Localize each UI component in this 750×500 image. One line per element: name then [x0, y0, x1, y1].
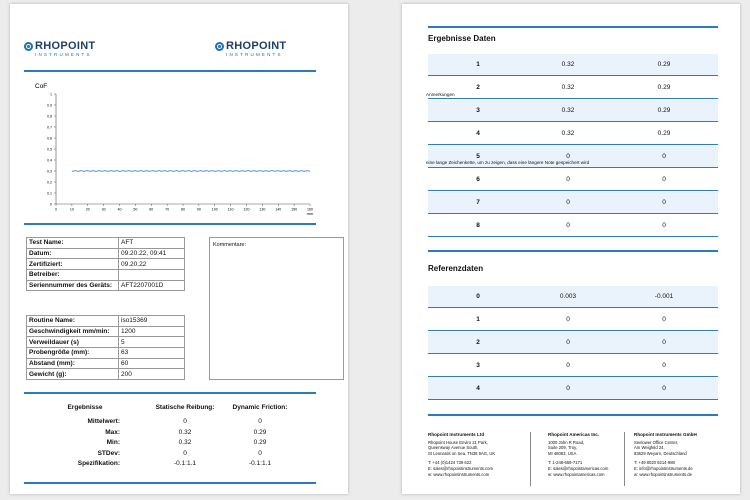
footer-address — [428, 432, 518, 477]
results-row — [30, 460, 330, 470]
y-tick-label: 0.2 — [47, 180, 52, 185]
y-tick-label: 0.4 — [47, 158, 52, 163]
row-static-value: 0.32 — [561, 84, 575, 91]
footer-line: w: www.rhopointinstruments.de — [634, 471, 692, 477]
table-row — [428, 332, 718, 354]
info-value: 63 — [119, 348, 185, 359]
comments-label: Kommentare: — [213, 242, 247, 248]
x-tick-label: 160 — [307, 207, 313, 212]
results-dynamic-value: 0 — [258, 449, 262, 457]
note-anmerkungen: Anmerkungen — [426, 92, 455, 97]
info-row — [27, 270, 185, 281]
page1-bottom-rule — [24, 482, 316, 484]
results-dynamic-value: 0.29 — [253, 439, 267, 446]
row-dynamic-value: 0 — [662, 362, 666, 369]
info-row — [27, 369, 185, 380]
results-label: Max: — [105, 428, 120, 436]
footer-line: Am Weigfeld 24, — [634, 445, 665, 451]
table-row — [428, 123, 718, 145]
info-key: Routine Name: — [27, 316, 119, 327]
info-row — [27, 326, 185, 337]
row-static-value: 0 — [566, 339, 570, 346]
results-row — [30, 439, 330, 449]
y-tick-label: 0.1 — [47, 191, 52, 196]
results-dynamic-value: -0.1:1.1 — [248, 460, 272, 467]
top-rule — [428, 26, 718, 28]
row-dynamic-value: 0 — [662, 222, 666, 229]
info-value: AFT — [119, 238, 185, 249]
row-index: 8 — [476, 222, 480, 229]
chart-rule — [24, 223, 316, 225]
table-row — [428, 100, 718, 122]
footer-separator — [624, 432, 625, 486]
table-row — [428, 286, 718, 308]
table-row — [428, 192, 718, 214]
row-index: 2 — [476, 339, 480, 346]
test-info-table — [26, 237, 185, 291]
y-tick-label: 0.7 — [47, 125, 52, 130]
table-row — [428, 215, 718, 237]
results-static-value: -0.1:1.1 — [173, 460, 197, 467]
results-static-value: 0 — [183, 418, 187, 425]
footer-address — [634, 432, 724, 477]
row-dynamic-value: -0.001 — [654, 293, 674, 300]
y-tick-label: 0 — [50, 202, 52, 207]
row-dynamic-value: 0 — [662, 199, 666, 206]
table-row — [428, 309, 718, 331]
info-value: 200 — [119, 369, 185, 380]
cof-chart — [28, 78, 318, 218]
x-tick-label: 140 — [275, 207, 282, 212]
info-key: Probengröße (mm): — [27, 348, 119, 359]
y-tick-label: 0.5 — [47, 147, 52, 152]
info-key: Geschwindigkeit mm/min: — [27, 326, 119, 337]
results-static-value: 0.32 — [178, 428, 192, 436]
logo-sub: INSTRUMENTS — [35, 52, 92, 57]
results-label: Min: — [106, 439, 120, 446]
row-dynamic-value: 0 — [662, 176, 666, 183]
row-dynamic-value: 0.29 — [657, 130, 671, 137]
report-page-1 — [10, 4, 348, 494]
row-index: 3 — [476, 107, 480, 114]
y-tick-label: 0.6 — [47, 136, 52, 141]
comments-box — [209, 237, 344, 380]
x-tick-label: 60 — [149, 207, 154, 212]
footer-line: Seelower Office Center, — [634, 439, 679, 445]
results-label: STDev: — [97, 449, 120, 457]
row-dynamic-value: 0 — [662, 385, 666, 392]
row-static-value: 0 — [566, 153, 570, 160]
footer-line: w: www.rhopointinstruments.com — [428, 471, 490, 477]
logo-sub: INSTRUMENTS — [226, 52, 283, 57]
report-page-2 — [402, 4, 740, 494]
table-row — [428, 378, 718, 400]
results-row — [30, 429, 330, 439]
info-key: Test Name: — [27, 238, 119, 249]
data-section-title: Ergebnisse Daten — [428, 34, 496, 43]
y-tick-label: 0.3 — [47, 169, 52, 174]
logo-name: RHOPOINT — [226, 40, 287, 52]
table-row — [428, 355, 718, 377]
x-tick-label: 0 — [55, 207, 57, 212]
results-header-static: Statische Reibung: — [155, 404, 215, 411]
footer-line: E: info@rhopointinstruments.de — [634, 465, 693, 471]
y-tick-label: 0.9 — [47, 103, 52, 108]
info-row — [27, 238, 185, 249]
row-index: 2 — [476, 84, 480, 91]
series-line-cof — [72, 171, 310, 172]
x-tick-label: 40 — [117, 207, 122, 212]
info-row — [27, 316, 185, 327]
info-key: Verweildauer (s) — [27, 337, 119, 348]
row-static-value: 0.32 — [561, 107, 575, 114]
rhopoint-logo-icon — [215, 42, 224, 51]
row-dynamic-value: 0 — [662, 339, 666, 346]
results-dynamic-value: 0.29 — [253, 428, 267, 436]
footer-rule — [428, 414, 718, 416]
results-summary — [30, 404, 330, 484]
row-index: 4 — [476, 385, 480, 392]
info-value: 60 — [119, 358, 185, 369]
x-tick-label: 90 — [196, 207, 201, 212]
table-row — [428, 169, 718, 191]
footer-line: w: www.rhopointamericas.com — [548, 471, 605, 477]
rhopoint-logo-icon — [24, 42, 33, 51]
x-tick-label: 150 — [291, 207, 298, 212]
reference-rule — [428, 250, 718, 252]
footer-line: 1000 John R Road, — [548, 439, 585, 445]
row-static-value: 0 — [566, 199, 570, 206]
info-row — [27, 358, 185, 369]
row-index: 6 — [476, 176, 480, 183]
results-row — [30, 418, 330, 428]
info-value: AFT2207001D — [119, 280, 185, 291]
info-row — [27, 337, 185, 348]
info-key: Datum: — [27, 248, 119, 259]
results-label: Mittelwert: — [87, 418, 120, 425]
x-tick-label: 80 — [181, 207, 185, 212]
row-index: 5 — [476, 153, 480, 160]
info-value: 5 — [119, 337, 185, 348]
info-key: Abstand (mm): — [27, 358, 119, 369]
row-index: 1 — [476, 316, 480, 323]
footer-company: Rhopoint Americas Inc. — [548, 432, 600, 437]
footer-line: Rhopoint House Enviro 21 Park, — [428, 439, 488, 445]
row-static-value: 0 — [566, 362, 570, 369]
results-row — [30, 450, 330, 460]
row-dynamic-value: 0.29 — [657, 84, 671, 91]
row-dynamic-value: 0 — [662, 316, 666, 323]
row-dynamic-value: 0 — [662, 153, 666, 160]
header-rule — [24, 70, 316, 72]
footer-line: MI 48083, USA — [548, 450, 577, 456]
info-key: Betreiber: — [27, 270, 119, 281]
row-index: 7 — [476, 199, 480, 206]
footer-separator — [530, 432, 531, 486]
y-tick-label: 1 — [50, 92, 52, 97]
chart-y-label: CoF — [35, 83, 48, 90]
results-static-value: 0 — [183, 449, 187, 457]
info-key: Gewicht (g): — [27, 369, 119, 380]
x-tick-label: 10 — [69, 207, 74, 212]
x-tick-label: 70 — [165, 207, 170, 212]
info-value: 09.20.22, 09:41 — [119, 248, 185, 259]
row-static-value: 0.32 — [561, 130, 575, 137]
info-value — [119, 270, 185, 281]
footer-company: Rhopoint Instruments Ltd — [428, 432, 485, 437]
info-row — [27, 259, 185, 270]
row-static-value: 0.003 — [559, 293, 577, 300]
footer-line: T: +44 (0)1424 739 622 — [428, 460, 472, 466]
info-value: iso15369 — [119, 316, 185, 327]
row-static-value: 0 — [566, 176, 570, 183]
y-tick-label: 0.8 — [47, 114, 52, 119]
logo-left — [24, 41, 95, 58]
row-static-value: 0 — [566, 316, 570, 323]
row-static-value: 0 — [566, 222, 570, 229]
x-tick-label: 130 — [259, 207, 266, 212]
table-row — [428, 77, 718, 99]
reference-section-title: Referenzdaten — [428, 264, 484, 273]
x-tick-label: 30 — [101, 207, 106, 212]
info-row — [27, 248, 185, 259]
results-header-label: Ergebnisse — [67, 404, 103, 411]
info-row — [27, 348, 185, 359]
row-static-value: 0.32 — [561, 61, 575, 68]
row-static-value: 0 — [566, 385, 570, 392]
footer-line: T: +49 8020 9214-988 — [634, 460, 675, 466]
info-key: Seriennummer des Geräts: — [27, 280, 119, 291]
footer-line: St Leonards on Sea, TN38 9AG, UK — [428, 450, 496, 456]
results-rule — [24, 392, 316, 394]
row-index: 3 — [476, 362, 480, 369]
x-tick-label: 120 — [243, 207, 250, 212]
footer-line: T: 1-248-659-7171 — [548, 460, 583, 466]
routine-info-table — [26, 315, 185, 380]
x-tick-label: 20 — [85, 207, 90, 212]
footer-line: E: sales@rhopointamericas.com — [548, 465, 609, 471]
row-dynamic-value: 0.29 — [657, 61, 671, 68]
logo-name: RHOPOINT — [35, 40, 96, 52]
footer-company: Rhopoint Instruments GmbH — [634, 432, 697, 437]
row-index: 4 — [476, 130, 480, 137]
footer-line: Suite 209, Troy, — [548, 445, 578, 451]
x-tick-label: 100 — [211, 207, 218, 212]
logo-right — [215, 41, 286, 58]
row-index: 0 — [476, 293, 480, 300]
x-tick-label: 50 — [133, 207, 138, 212]
row-index: 1 — [476, 61, 480, 68]
info-row — [27, 280, 185, 291]
results-static-value: 0.32 — [178, 439, 192, 446]
info-key: Zertifiziert: — [27, 259, 119, 270]
table-row — [428, 54, 718, 76]
info-value: 09.20.22 — [119, 259, 185, 270]
x-tick-label: 110 — [227, 207, 234, 212]
footer-line: 83629 Weyarn, Deutschland — [634, 450, 687, 456]
results-header-row — [30, 404, 330, 414]
chart-x-label: mm — [306, 211, 314, 216]
results-header-dynamic: Dynamic Friction: — [232, 404, 288, 411]
results-dynamic-value: 0 — [258, 418, 262, 425]
footer-line: Queensway Avenue South, — [428, 445, 479, 451]
row-dynamic-value: 0.29 — [657, 107, 671, 114]
results-label: Spezifikation: — [77, 460, 120, 467]
footer-line: E: sales@rhopointinstruments.com — [428, 465, 493, 471]
info-value: 1200 — [119, 326, 185, 337]
note-long: eine lange Zeichenkette, um zu zeigen, dass eine längere Note gespeichert wird — [426, 160, 590, 165]
